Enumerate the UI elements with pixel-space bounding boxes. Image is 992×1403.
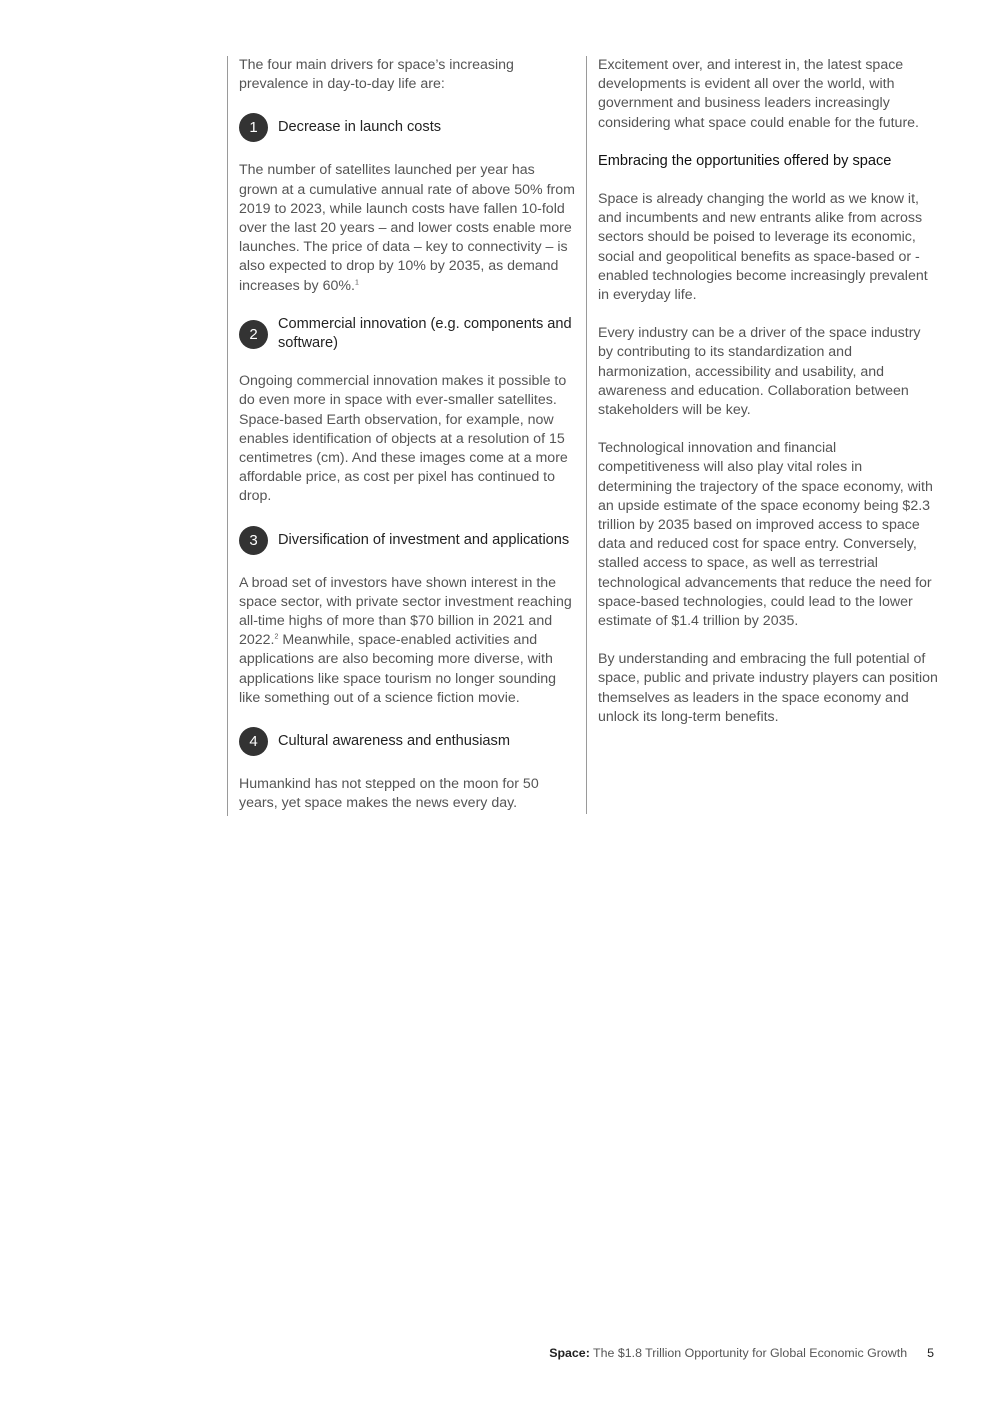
footnote-marker: 1 [354, 278, 359, 286]
driver-heading-3 [239, 526, 577, 555]
body-paragraph: Technological innovation and financial competitiveness will also play vital roles in determining the trajectory of the space economy, with an upside estimate of the space economy being $2.3 trillion by 2035 based on improved access to space data and reduced cost for space entry. Conversely, stalled access to space, as well as terrestrial technological advancements that reduce the need for space-based technologies, could lead to the lower estimate of $1.4 trillion by 2035. [598, 440, 933, 630]
driver-number-badge: 2 [239, 320, 268, 349]
section-heading: Embracing the opportunities offered by space [598, 152, 892, 169]
intro-paragraph: The four main drivers for space’s increasing prevalence in day-to-day life are: [239, 57, 514, 93]
right-column [586, 56, 938, 814]
driver-body-4: Humankind has not stepped on the moon for 50 years, yet space makes the news every day. [239, 776, 539, 812]
driver-number-badge: 1 [239, 113, 268, 142]
right-intro-paragraph: Excitement over, and interest in, the latest space developments is evident all over the world, with government and business leaders increasingly considering what space could enable for the future. [598, 57, 919, 131]
driver-number-badge: 3 [239, 526, 268, 555]
driver-title: Cultural awareness and enthusiasm [278, 732, 511, 749]
driver-body-3: A broad set of investors have shown interest in the space sector, with private sector investment reaching all-time highs of more than $70 billion in 2021 and 2022.$^2$ Meanwhile, space-enabled activities and applications are also becoming more diverse, with applications like space tourism no longer sounding like something out of a science fiction movie. [239, 574, 572, 706]
body-paragraph: Space is already changing the world as we know it, and incumbents and new entrants alike from across sectors should be poised to leverage its economic, social and geopolitical benefits as space-based or -enabled technologies become increasingly prevalent in everyday life. [598, 191, 928, 304]
driver-title: Decrease in launch costs [278, 119, 442, 136]
page-number: 5 [927, 1346, 934, 1360]
footer-report-title: The $1.8 Trillion Opportunity for Global Economic Growth [589, 1346, 908, 1360]
driver-body-2: Ongoing commercial innovation makes it possible to do even more in space with ever-smaller satellites. Space-based Earth observation, for example, now enables identification of objects at a resolution of 15 centimetres (cm). And these images come at a more affordable price, as cost per pixel has continued to drop. [239, 373, 568, 505]
footnote-marker: 2 [274, 633, 279, 641]
left-column [227, 56, 577, 816]
driver-heading-2 [239, 315, 577, 353]
driver-title: Diversification of investment and applications [278, 531, 570, 548]
driver-heading-1 [239, 113, 577, 142]
page-footer [549, 1346, 934, 1360]
body-paragraph: Every industry can be a driver of the space industry by contributing to its standardization and harmonization, accessibility and usability, and awareness and education. Collaboration between stakeholders will be key. [598, 325, 921, 419]
body-paragraph: By understanding and embracing the full potential of space, public and private industry players can position themselves as leaders in the space economy and unlock its long-term benefits. [598, 651, 938, 725]
driver-number-badge: 4 [239, 727, 268, 756]
driver-body-1: The number of satellites launched per year has grown at a cumulative annual rate of above 50% from 2019 to 2023, while launch costs have fallen 10-fold over the last 20 years – and lower costs enable more launches. The price of data – key to connectivity – is also expected to drop by 10% by 2035, as demand increases by 60%.$^1$ [239, 162, 575, 294]
driver-title: Commercial innovation (e.g. components and software) [278, 315, 572, 352]
driver-heading-4 [239, 727, 577, 756]
footer-report-label: Space: [549, 1346, 590, 1360]
